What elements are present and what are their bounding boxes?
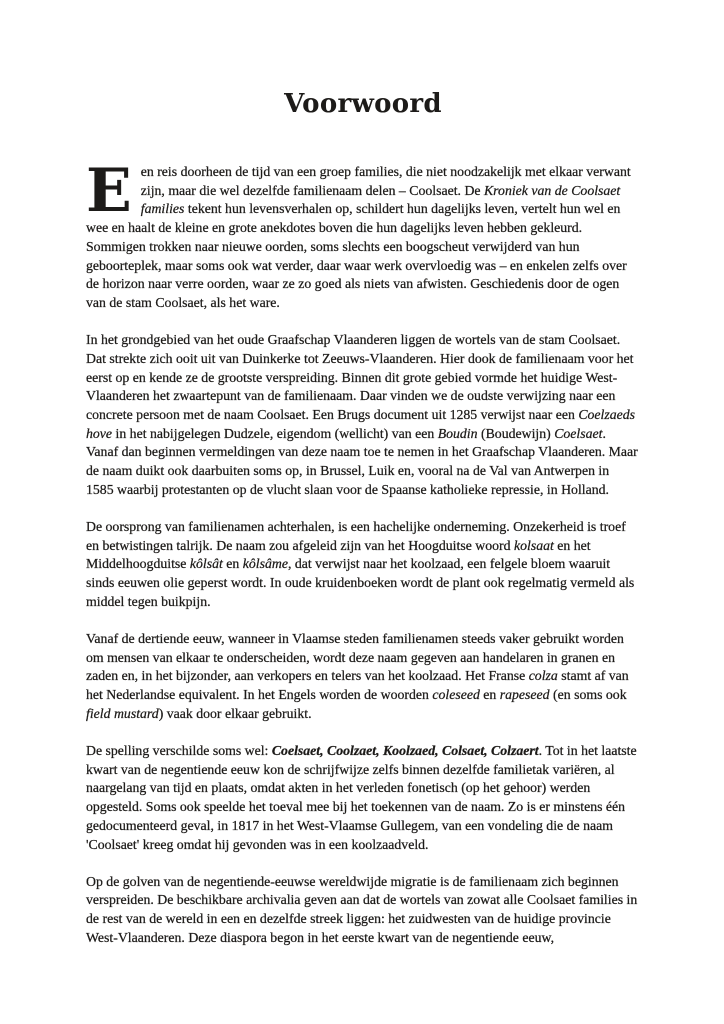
- text-run-emphasis: colza: [528, 668, 558, 684]
- text-run: (en soms ook: [549, 687, 627, 703]
- text-run: Op de golven van de negentiende-eeuwse wereldwijde migratie is de familienaam zich beginnen verspreiden. De beschikbare archivalia geven aan dat de wortels van zowat alle Coolsaet families in de rest van de wereld in een en dezelfde streek liggen: het zuidwesten van de huidige provincie West-Vlaanderen. Deze diaspora begon in het eerste kwart van de negentiende eeuw,: [86, 873, 638, 945]
- page-body: [86, 156, 640, 948]
- text-run: Vanaf de dertiende eeuw, wanneer in Vlaamse steden familienamen steeds vaker gebruikt worden om mensen van elkaar te onderscheiden, wordt deze naam gegeven aan handelaren in granen en zaden en, in het bijzonder, aan verkopers en telers van het koolzaad. Het Franse: [86, 630, 624, 684]
- text-run: stamt af van het Nederlandse equivalent. In het Engels worden de woorden: [86, 668, 629, 703]
- text-run: (Boudewijn): [477, 425, 555, 441]
- text-run-emphasis: coleseed: [432, 687, 480, 703]
- text-run-emphasis: field mustard: [86, 705, 159, 721]
- drop-cap: E: [86, 156, 132, 226]
- paragraph: [86, 331, 640, 499]
- text-run: ) vaak door elkaar gebruikt.: [158, 705, 312, 721]
- page-title: Voorwoord: [284, 89, 442, 119]
- text-run-emphasis: Boudin: [437, 425, 478, 441]
- text-run: en: [479, 687, 500, 703]
- paragraph: [86, 873, 640, 948]
- paragraph: [86, 156, 640, 313]
- text-run-emphasis: kôlsâme: [242, 556, 288, 572]
- text-run: In het grondgebied van het oude Graafschap Vlaanderen liggen de wortels van de stam Coolsaet. Dat strekte zich ooit uit van Duinkerke tot Zeeuws-Vlaanderen. Hier dook de familienaam voor het eerst op en kende ze de grootste verspreiding. Binnen dit grote gebied vormde het huidige West-Vlaanderen het zwaartepunt van de familienaam. Daar vinden we de oudste verwijzing naar een concrete persoon met de naam Coolsaet. Een Brugs document uit 1285 verwijst naar een: [86, 332, 634, 422]
- text-run: tekent hun levensverhalen op, schildert hun dagelijks leven, vertelt hun wel en wee en haalt de kleine en grote anekdotes boven die hun dagelijks leven hebben gekleurd. Sommigen trokken naar nieuwe oorden, soms slechts een boogscheut verwijderd van hun geboorteplek, maar soms ook wat verder, daar waar werk overvloedig was – en enkelen zelfs over de horizon naar verre oorden, waar ze zo goed als niets van afwisten. Geschiedenis door de ogen van de stam Coolsaet, als het ware.: [86, 201, 627, 310]
- paragraph: [86, 742, 640, 854]
- text-run: De oorsprong van familienamen achterhalen, is een hachelijke onderneming. Onzekerheid is troef en betwistingen talrijk. De naam zou afgeleid zijn van het Hoogduitse woord: [86, 518, 626, 553]
- paragraph: [86, 630, 640, 724]
- paragraph: [86, 518, 640, 612]
- text-run-emphasis: rapeseed: [499, 687, 550, 703]
- text-run: en het Middelhoogduitse: [86, 537, 591, 572]
- text-run-emphasis: kôlsât: [189, 556, 223, 572]
- text-run: . Tot in het laatste kwart van de negentiende eeuw kon de schrijfwijze zelfs binnen dezelfde familietak variëren, al naargelang van tijd en plaats, omdat akten in het verleden fonetisch (op het gehoor) werden opgesteld. Soms ook speelde het toeval mee bij het toekennen van de naam. Zo is er minstens één gedocumenteerd geval, in 1817 in het West-Vlaamse Gullegem, van een vondeling die de naam 'Coolsaet' kreeg omdat hij gevonden was in een koolzaadveld.: [86, 742, 637, 852]
- text-run: en reis doorheen de tijd van een groep families, die niet noodzakelijk met elkaar verwant zijn, maar die wel dezelfde familienaam delen – Coolsaet. De: [140, 164, 631, 198]
- text-run-emphasis: Coelsaet, Coolzaet, Koolzaed, Colsaet, Colzaert: [271, 742, 539, 758]
- text-run-emphasis: Coelzaeds hove: [86, 406, 636, 441]
- text-run: , dat verwijst naar het koolzaad, een felgele bloem waaruit sinds eeuwen olie geperst wordt. In oude kruidenboeken wordt de plant ook regelmatig vermeld als middel tegen buikpijn.: [86, 556, 635, 609]
- text-run: en: [222, 556, 243, 572]
- text-run-emphasis: kolsaat: [513, 537, 554, 553]
- text-run: De spelling verschilde soms wel:: [86, 742, 272, 758]
- text-run: . Vanaf dan beginnen vermeldingen van deze naam toe te nemen in het Graafschap Vlaanderen. Maar de naam duikt ook daarbuiten soms op, in Brussel, Luik en, vooral na de Val van Antwerpen in 1585 waarbij protestanten op de vlucht slaan voor de Spaanse katholieke repressie, in Holland.: [86, 425, 638, 497]
- text-run: in het nabijgelegen Dudzele, eigendom (wellicht) van een: [112, 425, 438, 441]
- text-run-emphasis: Kroniek van de Coolsaet families: [140, 182, 621, 217]
- text-run-emphasis: Coelsaet: [554, 425, 603, 441]
